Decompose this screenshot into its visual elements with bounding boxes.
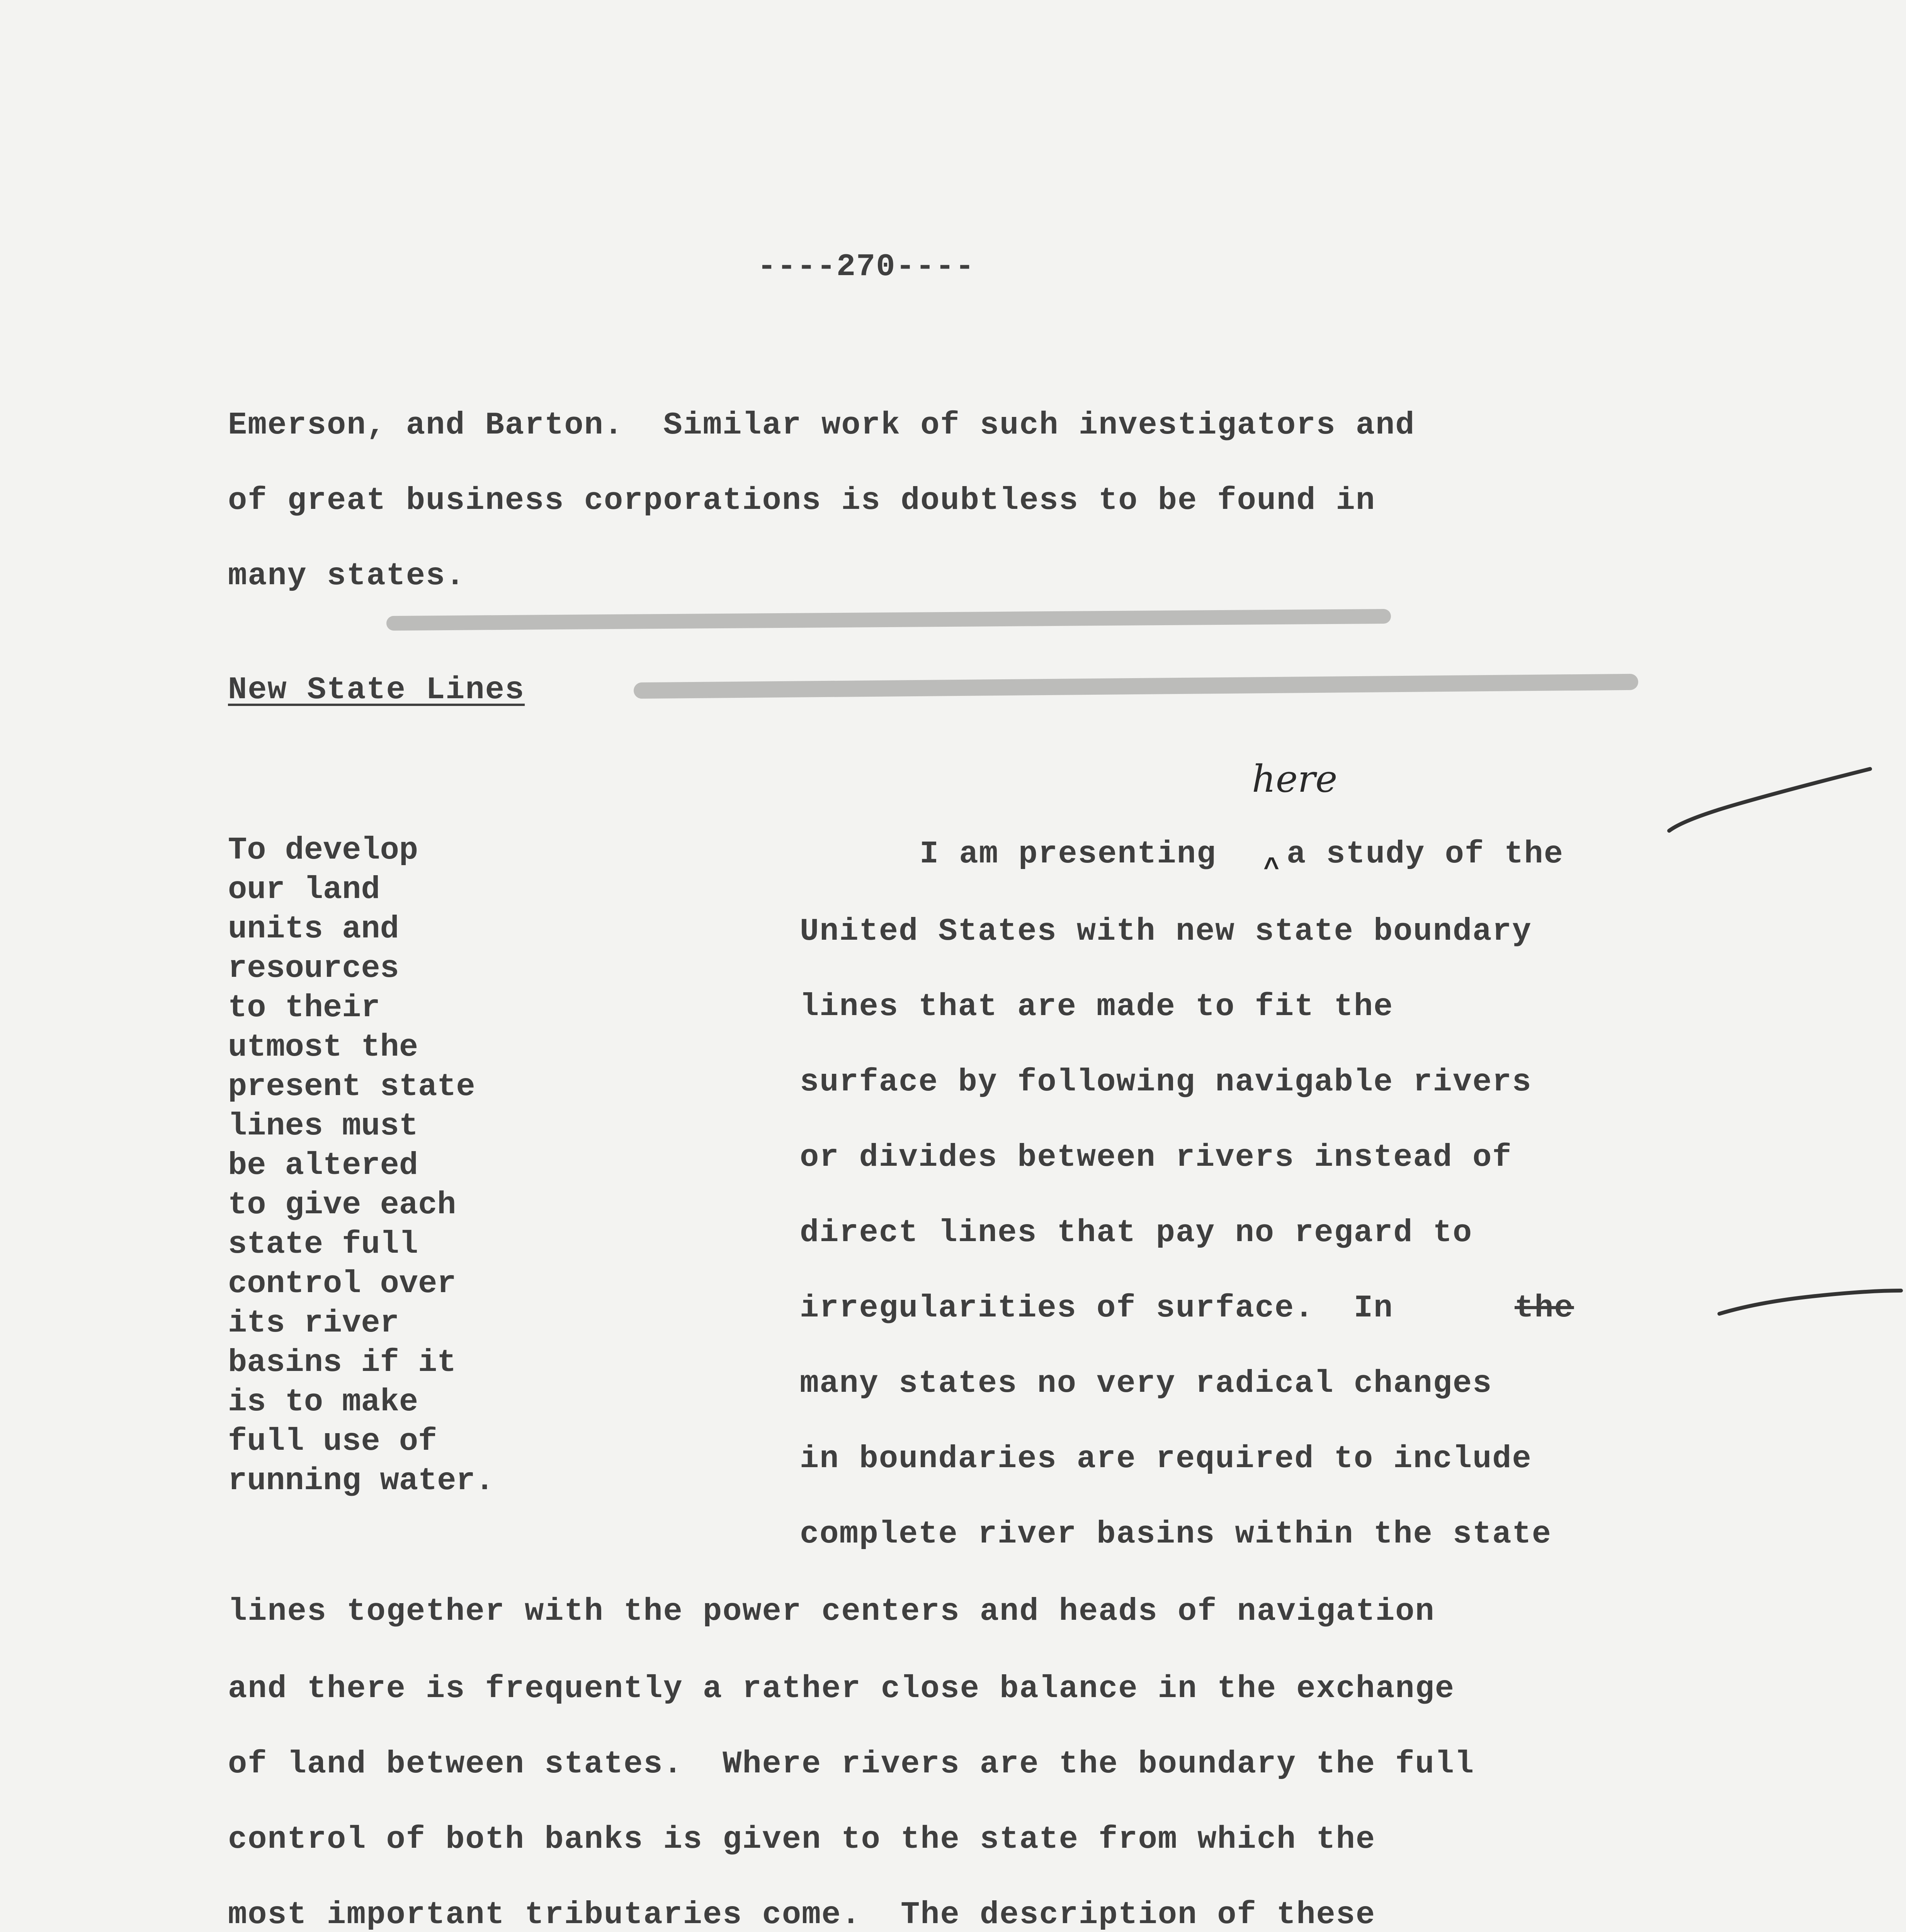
intro-line: many states. [228,558,466,594]
body-line: irregularities of surface. In [800,1290,1394,1326]
body-line: I am presenting [920,836,1217,872]
body-line: lines together with the power centers and heads of navigation [228,1594,1435,1629]
body-line: a study of the [1287,836,1564,872]
insertion-caret-icon: ^ [1263,854,1280,884]
handwritten-insert: here [1252,757,1338,801]
intro-line: of great business corporations is doubtless to be found in [228,483,1376,519]
body-line: United States with new state boundary [800,913,1532,949]
body-line: lines that are made to fit the [800,989,1394,1025]
margin-check-mark-icon [1712,1275,1905,1329]
body-line: most important tributaries come. The description of these [228,1897,1376,1932]
body-line: many states no very radical changes [800,1366,1493,1401]
body-line: complete river basins within the state [800,1516,1552,1552]
body-line: surface by following navigable rivers [800,1064,1532,1100]
struck-word: the [1515,1290,1574,1326]
pencil-stroke [386,609,1391,631]
body-line: in boundaries are required to include [800,1441,1532,1477]
section-heading: New State Lines [228,672,525,708]
margin-note: To develop our land units and resources to their utmost the present state lines must be altered to give each state full control over its river basins if it is to make full use of running water. [228,832,494,1499]
intro-line: Emerson, and Barton. Similar work of such investigators and [228,407,1415,443]
body-line: of land between states. Where rivers are the boundary the full [228,1746,1475,1782]
body-line: and there is frequently a rather close balance in the exchange [228,1671,1455,1707]
page-number: ----270---- [757,249,975,285]
pencil-stroke [634,674,1638,699]
body-line: control of both banks is given to the state from which the [228,1821,1376,1857]
margin-check-mark-icon [1661,757,1878,850]
body-line: direct lines that pay no regard to [800,1215,1473,1251]
body-line: or divides between rivers instead of [800,1139,1512,1175]
